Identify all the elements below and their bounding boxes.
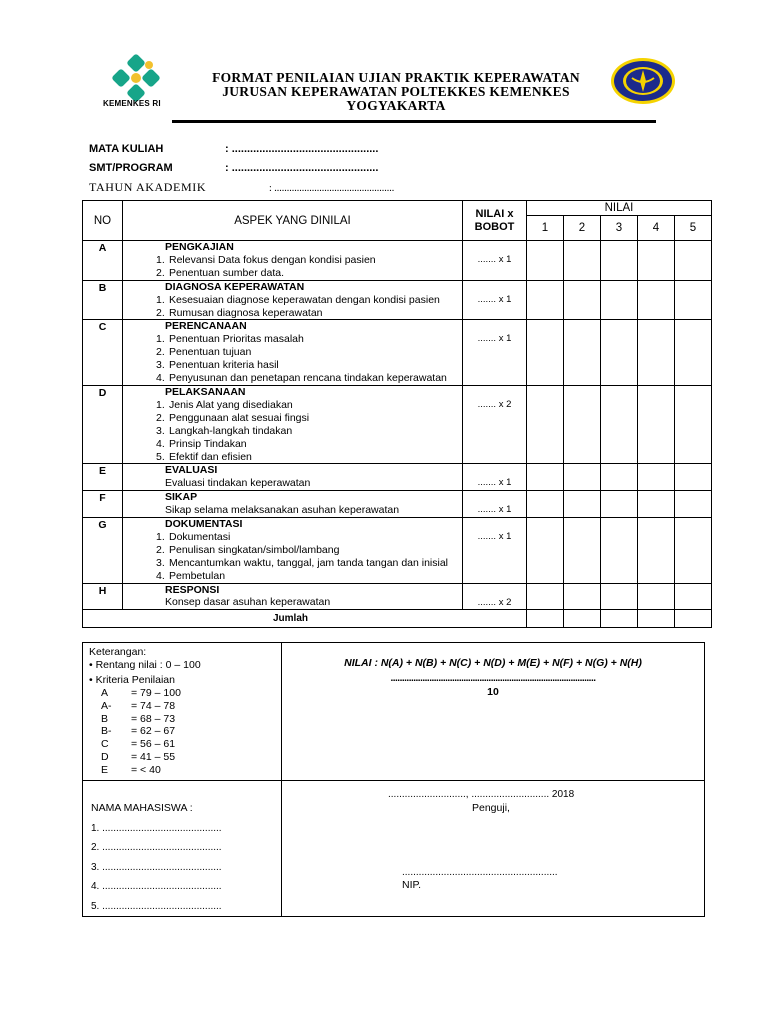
row-aspek <box>123 518 463 584</box>
table-row <box>83 385 712 463</box>
header-score-3: 3 <box>601 216 638 241</box>
section-item: 1. Penentuan Prioritas masalah <box>156 333 304 346</box>
score-cell-5[interactable] <box>675 280 712 320</box>
meta-tahun-akademik <box>89 180 394 195</box>
score-cell-4[interactable] <box>638 280 675 320</box>
score-cell-1[interactable] <box>527 583 564 610</box>
table-row <box>83 320 712 386</box>
row-bobot: ....... x 1 <box>463 241 527 281</box>
jumlah-cell-4[interactable] <box>638 610 675 628</box>
table-row <box>83 583 712 610</box>
section-title: RESPONSI <box>165 583 220 596</box>
student-names-box <box>83 781 282 917</box>
row-bobot: ....... x 2 <box>463 583 527 610</box>
score-cell-4[interactable] <box>638 583 675 610</box>
section-item: 1. Dokumentasi <box>156 530 231 543</box>
title-divider <box>172 120 656 123</box>
title-line: JURUSAN KEPERAWATAN POLTEKKES KEMENKES <box>222 84 570 99</box>
penguji-label: Penguji, <box>472 802 510 814</box>
item-text: Jenis Alat yang disediakan <box>169 398 293 411</box>
row-aspek <box>123 491 463 518</box>
score-cell-1[interactable] <box>527 280 564 320</box>
nip-label: NIP. <box>402 879 422 891</box>
item-text: Penentuan sumber data. <box>169 266 284 279</box>
row-bobot: ....... x 1 <box>463 518 527 584</box>
score-cell-4[interactable] <box>638 241 675 281</box>
row-aspek <box>123 241 463 281</box>
score-cell-4[interactable] <box>638 464 675 491</box>
section-item: 2. Penentuan tujuan <box>156 346 252 359</box>
rentang-nilai: • Rentang nilai : 0 – 100 <box>89 658 201 671</box>
header-nilai: NILAI <box>527 201 712 216</box>
meta-smt-program <box>89 162 378 174</box>
formula-divider: .......................................................................................... <box>390 673 596 684</box>
score-cell-3[interactable] <box>601 583 638 610</box>
summary-table <box>82 642 705 917</box>
table-row <box>83 491 712 518</box>
formula-denominator: 10 <box>487 686 499 698</box>
score-cell-5[interactable] <box>675 464 712 491</box>
section-item: 1. Jenis Alat yang disediakan <box>156 398 293 411</box>
row-bobot: ....... x 1 <box>463 491 527 518</box>
table-row <box>83 518 712 584</box>
score-cell-4[interactable] <box>638 518 675 584</box>
student-name-line[interactable]: 1. ........................................... <box>91 822 222 834</box>
item-text: Relevansi Data fokus dengan kondisi pasien <box>169 253 376 266</box>
section-item: 2. Rumusan diagnosa keperawatan <box>156 306 323 319</box>
item-text: Penentuan tujuan <box>169 346 252 359</box>
score-cell-3[interactable] <box>601 320 638 386</box>
title-line: FORMAT PENILAIAN UJIAN PRAKTIK KEPERAWATAN <box>212 70 580 85</box>
row-no: A <box>83 241 123 281</box>
signature-line: ........................................................ <box>402 867 558 878</box>
table-row <box>83 464 712 491</box>
section-item: 4. Penyusunan dan penetapan rencana tindakan keperawatan <box>156 372 447 385</box>
score-cell-1[interactable] <box>527 241 564 281</box>
jumlah-cell-1[interactable] <box>527 610 564 628</box>
jumlah-cell-2[interactable] <box>564 610 601 628</box>
section-item: 3. Langkah-langkah tindakan <box>156 424 293 437</box>
grade-row <box>89 738 275 751</box>
score-cell-3[interactable] <box>601 464 638 491</box>
header-aspek: ASPEK YANG DINILAI <box>123 201 463 241</box>
score-cell-5[interactable] <box>675 583 712 610</box>
score-cell-3[interactable] <box>601 280 638 320</box>
row-aspek <box>123 583 463 610</box>
poltekkes-emblem-icon <box>610 56 676 106</box>
score-cell-2[interactable] <box>564 280 601 320</box>
item-text: Penentuan Prioritas masalah <box>169 333 304 346</box>
grade-letter: C <box>101 738 109 751</box>
section-title: PENGKAJIAN <box>165 241 234 253</box>
keterangan-title: Keterangan: <box>89 646 147 658</box>
score-cell-3[interactable] <box>601 385 638 463</box>
section-item: 4. Prinsip Tindakan <box>156 437 247 450</box>
formula-numerator: NILAI : N(A) + N(B) + N(C) + N(D) + M(E) + N(F) + N(G) + N(H) <box>344 657 642 669</box>
row-aspek <box>123 385 463 463</box>
meta-value: : ................................................ <box>225 162 379 174</box>
score-cell-5[interactable] <box>675 241 712 281</box>
header-score-4: 4 <box>638 216 675 241</box>
student-name-line[interactable]: 5. ........................................... <box>91 900 222 912</box>
header-score-2: 2 <box>564 216 601 241</box>
jumlah-cell-5[interactable] <box>675 610 712 628</box>
row-bobot: ....... x 1 <box>463 464 527 491</box>
section-item <box>123 504 462 517</box>
kriteria-penilaian: • Kriteria Penilaian <box>89 673 175 686</box>
item-text: Prinsip Tindakan <box>169 437 247 450</box>
item-text: Penentuan kriteria hasil <box>169 359 279 372</box>
section-item: 4. Pembetulan <box>156 569 226 582</box>
section-item: 2. Penggunaan alat sesuai fingsi <box>156 411 310 424</box>
item-text: Penulisan singkatan/simbol/lambang <box>169 543 340 556</box>
meta-mata-kuliah <box>89 143 378 155</box>
section-title: EVALUASI <box>165 464 218 477</box>
signature-box <box>282 781 705 917</box>
title-line: YOGYAKARTA <box>346 98 446 113</box>
item-text: Rumusan diagnosa keperawatan <box>169 306 323 319</box>
grade-row <box>89 764 275 777</box>
row-no: E <box>83 464 123 491</box>
table-row <box>83 241 712 281</box>
jumlah-label: Jumlah <box>83 610 527 628</box>
score-cell-4[interactable] <box>638 491 675 518</box>
section-item: 1. Relevansi Data fokus dengan kondisi pasien <box>156 253 376 266</box>
item-text: Kesesuaian diagnose keperawatan dengan kondisi pasien <box>169 293 440 306</box>
item-text: Dokumentasi <box>169 530 231 543</box>
section-title: SIKAP <box>165 491 198 504</box>
item-text: Langkah-langkah tindakan <box>169 424 293 437</box>
score-cell-5[interactable] <box>675 385 712 463</box>
score-cell-2[interactable] <box>564 491 601 518</box>
grade-range: = 41 – 55 <box>131 751 176 764</box>
logo-left-text: KEMENKES RI <box>103 99 161 108</box>
section-item: 2. Penentuan sumber data. <box>156 266 284 279</box>
grade-row <box>89 713 275 726</box>
score-cell-1[interactable] <box>527 385 564 463</box>
section-title: PELAKSANAAN <box>165 385 246 398</box>
item-text: Mencantumkan waktu, tanggal, jam tanda tangan dan inisial <box>169 556 449 569</box>
grade-range: = 74 – 78 <box>131 699 176 712</box>
document-title <box>180 71 612 113</box>
student-name-line[interactable]: 2. ........................................... <box>91 842 222 854</box>
grade-letter: B <box>101 712 109 725</box>
item-text: Pembetulan <box>169 569 226 582</box>
nama-mahasiswa-label: NAMA MAHASISWA : <box>91 802 193 815</box>
grade-row <box>89 687 275 700</box>
formula-box <box>282 643 705 781</box>
grade-letter: D <box>101 751 109 764</box>
keterangan-box <box>83 643 282 781</box>
header-score-1: 1 <box>527 216 564 241</box>
grade-row <box>89 751 275 764</box>
section-item: 3. Mencantumkan waktu, tanggal, jam tanda tangan dan inisial <box>156 556 449 569</box>
section-item: 3. Penentuan kriteria hasil <box>156 359 279 372</box>
score-cell-3[interactable] <box>601 491 638 518</box>
section-item <box>123 596 462 609</box>
table-row <box>83 280 712 320</box>
header-bobot: NILAI x BOBOT <box>463 201 527 241</box>
section-title: DOKUMENTASI <box>165 518 243 531</box>
grade-range: = 68 – 73 <box>131 712 176 725</box>
section-item: 5. Efektif dan efisien <box>156 450 252 463</box>
row-aspek <box>123 320 463 386</box>
score-cell-2[interactable] <box>564 464 601 491</box>
signature-date: ............................, ............................ 2018 <box>388 789 575 800</box>
row-no: C <box>83 320 123 386</box>
item-text: Efektif dan efisien <box>169 450 252 463</box>
grade-range: = < 40 <box>131 764 161 777</box>
item-text: Sikap selama melaksanakan asuhan keperawatan <box>165 504 400 517</box>
meta-label: TAHUN AKADEMIK <box>89 180 207 194</box>
score-cell-3[interactable] <box>601 518 638 584</box>
score-cell-2[interactable] <box>564 583 601 610</box>
grade-row <box>89 700 275 713</box>
score-cell-4[interactable] <box>638 320 675 386</box>
row-no: F <box>83 491 123 518</box>
score-cell-3[interactable] <box>601 241 638 281</box>
grade-letter: B- <box>101 725 112 738</box>
meta-value: : ................................................ <box>269 183 395 194</box>
header-score-5: 5 <box>675 216 712 241</box>
student-name-line[interactable]: 4. ........................................... <box>91 881 222 893</box>
score-cell-1[interactable] <box>527 320 564 386</box>
score-cell-2[interactable] <box>564 241 601 281</box>
section-title: DIAGNOSA KEPERAWATAN <box>165 280 305 293</box>
meta-label: MATA KULIAH <box>89 143 164 155</box>
score-cell-2[interactable] <box>564 385 601 463</box>
item-text: Penggunaan alat sesuai fingsi <box>169 411 310 424</box>
score-cell-5[interactable] <box>675 320 712 386</box>
row-no: H <box>83 583 123 610</box>
row-no: B <box>83 280 123 320</box>
grade-letter: E <box>101 764 109 777</box>
row-bobot: ....... x 2 <box>463 385 527 463</box>
section-item: 2. Penulisan singkatan/simbol/lambang <box>156 543 340 556</box>
jumlah-cell-3[interactable] <box>601 610 638 628</box>
score-cell-1[interactable] <box>527 464 564 491</box>
header-no: NO <box>83 201 123 241</box>
meta-value: : ................................................ <box>225 143 379 155</box>
item-text: Penyusunan dan penetapan rencana tindakan keperawatan <box>169 372 447 385</box>
grade-letter: A <box>101 686 109 699</box>
grade-range: = 79 – 100 <box>131 686 181 699</box>
section-item: 1. Kesesuaian diagnose keperawatan dengan kondisi pasien <box>156 293 440 306</box>
student-name-line[interactable]: 3. ........................................... <box>91 861 222 873</box>
row-no: D <box>83 385 123 463</box>
assessment-table <box>82 200 712 628</box>
section-title: PERENCANAAN <box>165 320 247 333</box>
score-cell-2[interactable] <box>564 320 601 386</box>
score-cell-2[interactable] <box>564 518 601 584</box>
row-bobot: ....... x 1 <box>463 320 527 386</box>
item-text: Evaluasi tindakan keperawatan <box>165 477 311 490</box>
grade-range: = 56 – 61 <box>131 738 176 751</box>
grade-letter: A- <box>101 699 112 712</box>
section-item <box>123 477 462 490</box>
jumlah-row <box>83 610 712 628</box>
score-cell-5[interactable] <box>675 491 712 518</box>
row-aspek <box>123 280 463 320</box>
grade-range: = 62 – 67 <box>131 725 176 738</box>
item-text: Konsep dasar asuhan keperawatan <box>165 596 331 609</box>
row-aspek <box>123 464 463 491</box>
row-bobot: ....... x 1 <box>463 280 527 320</box>
grade-row <box>89 725 275 738</box>
score-cell-4[interactable] <box>638 385 675 463</box>
row-no: G <box>83 518 123 584</box>
meta-label: SMT/PROGRAM <box>89 162 173 174</box>
score-cell-5[interactable] <box>675 518 712 584</box>
score-cell-1[interactable] <box>527 491 564 518</box>
score-cell-1[interactable] <box>527 518 564 584</box>
